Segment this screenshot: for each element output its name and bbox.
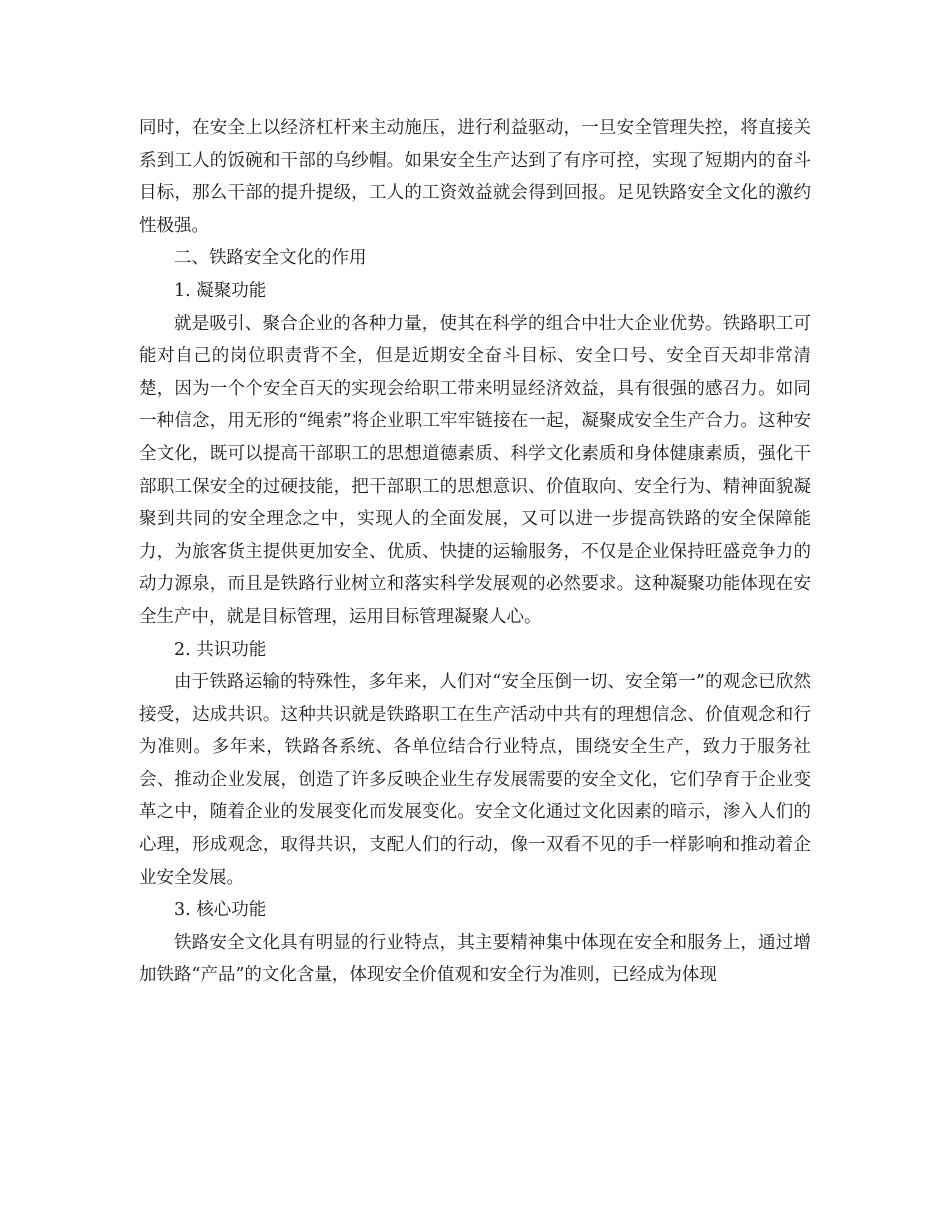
paragraph-core: 铁路安全文化具有明显的行业特点，其主要精神集中体现在安全和服务上，通过增加铁路“产品”的文化含量，体现安全价值观和安全行为准则，已经成为体现 <box>139 932 811 986</box>
paragraph-continuation: 同时，在安全上以经济杠杆来主动施压，进行利益驱动，一旦安全管理失控，将直接关系到工人的饭碗和干部的乌纱帽。如果安全生产达到了有序可控，实现了短期内的奋斗目标，那么干部的提升提级，工人的工资效益就会得到回报。足见铁路安全文化的激约性极强。 <box>139 118 811 236</box>
subsection-heading-cohesion: 1. 凝聚功能 <box>174 280 267 301</box>
document-body <box>139 112 811 992</box>
paragraph-consensus: 由于铁路运输的特殊性，多年来，人们对“安全压倒一切、安全第一”的观念已欣然接受，达成共识。这种共识就是铁路职工在生产活动中共有的理想信念、价值观念和行为准则。多年来，铁路各系统、各单位结合行业特点，围绕安全生产，致力于服务社会、推动企业发展，创造了许多反映企业生存发展需要的安全文化，它们孕育于企业变革之中，随着企业的发展变化而发展变化。安全文化通过文化因素的暗示，渗入人们的心理，形成观念，取得共识，支配人们的行动，像一双看不见的手一样影响和推动着企业安全发展。 <box>139 672 811 888</box>
paragraph-cohesion: 就是吸引、聚合企业的各种力量，使其在科学的组合中壮大企业优势。铁路职工可能对自己的岗位职责背不全，但是近期安全奋斗目标、安全口号、安全百天却非常清楚，因为一个个安全百天的实现会给职工带来明显经济效益，具有很强的感召力。如同一种信念，用无形的“绳索”将企业职工牢牢链接在一起，凝聚成安全生产合力。这种安全文化，既可以提高干部职工的思想道德素质、科学文化素质和身体健康素质，强化干部职工保安全的过硬技能，把干部职工的思想意识、价值取向、安全行为、精神面貌凝聚到共同的安全理念之中，实现人的全面发展，又可以进一步提高铁路的安全保障能力，为旅客货主提供更加安全、优质、快捷的运输服务，不仅是企业保持旺盛竞争力的动力源泉，而且是铁路行业树立和落实科学发展观的必然要求。这种凝聚功能体现在安全生产中，就是目标管理，运用目标管理凝聚人心。 <box>139 313 811 627</box>
subsection-heading-consensus: 2. 共识功能 <box>174 639 267 660</box>
section-heading: 二、铁路安全文化的作用 <box>174 248 367 269</box>
subsection-heading-core: 3. 核心功能 <box>174 900 267 921</box>
